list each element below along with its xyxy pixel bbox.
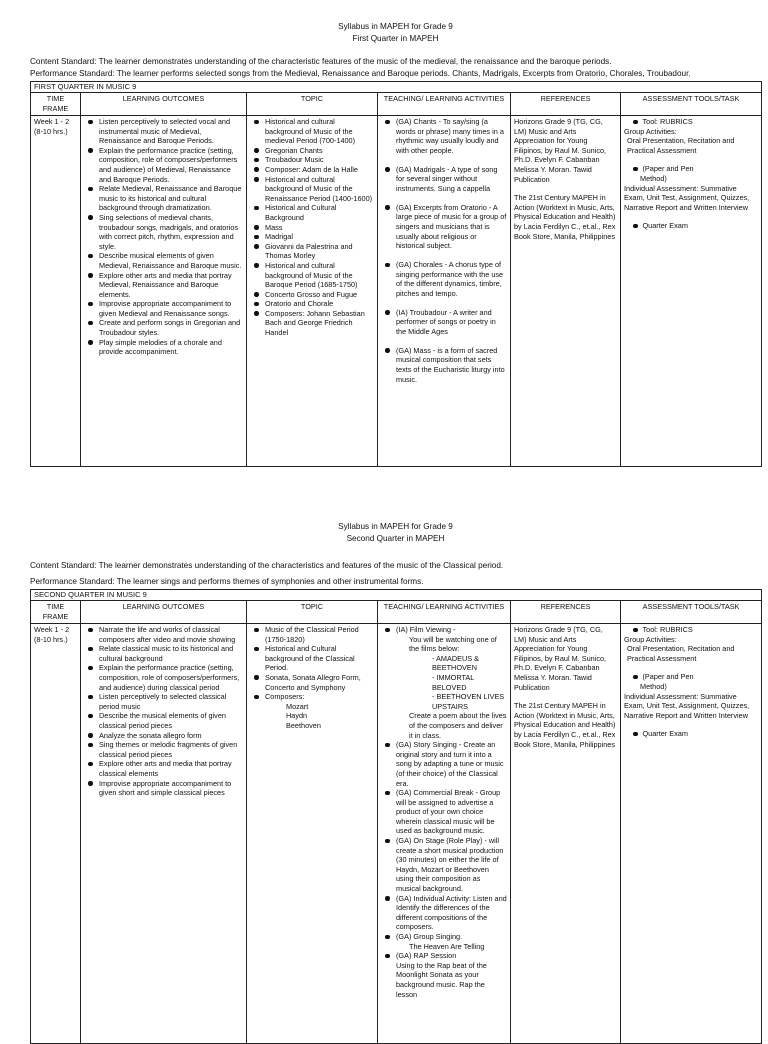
content-standard: Content Standard: The learner demonstrates understanding of the characteristics and features of the music of the Classical period. — [30, 561, 504, 570]
list-item: Historical and cultural background of Music of the Baroque Period (1685-1750) — [265, 261, 374, 290]
list-item: (GA) Excerpts from Oratorio - A large piece of music for a group of singers and musicians that is usually about religious or historical subject. — [396, 202, 507, 251]
list-item: (GA) Madrigals - A type of song for several singer without instruments. Sung a cappella — [396, 165, 507, 194]
header-topic: TOPIC — [247, 601, 378, 624]
header-activities: TEACHING/ LEARNING ACTIVITIES — [378, 93, 511, 116]
second-quarter-section — [30, 521, 761, 1044]
group-singing-song: The Heaven Are Telling — [409, 941, 485, 951]
assessment-cell — [621, 624, 762, 1044]
list-item: (GA) On Stage (Role Play) - will create a short musical production (30 minutes) on either the life of Haydn, Mozart or Beethoven using their composition as musical background. — [396, 836, 507, 894]
performance-standard: Performance Standard: The learner performs selected songs from the Medieval, Renaissance and Baroque periods. Chants, Madrigals, Excerpts from Oratorio, Chorales, Troubadour. — [30, 69, 691, 78]
header-learning-outcomes: LEARNING OUTCOMES — [81, 601, 247, 624]
list-item: Oratorio and Chorale — [265, 299, 374, 309]
list-item: Create and perform songs in Gregorian and Troubadour styles. — [99, 318, 243, 337]
assessment-tool: Tool: RUBRICS — [642, 117, 693, 126]
assessment-quarter-exam: Quarter Exam — [642, 221, 688, 231]
list-item: Concerto Grosso and Fugue — [265, 290, 374, 300]
list-item: (GA) Chants - To say/sing (a words or phrase) many times in a rhythmic way usually loudly and with other people. — [396, 117, 507, 155]
assessment-method: Method) — [640, 173, 667, 183]
list-item: Historical and cultural background of Music of the Renaissance Period (1400-1600) — [265, 174, 373, 203]
header-topic: TOPIC — [247, 93, 378, 116]
quarter-label: SECOND QUARTER IN MUSIC 9 — [31, 590, 762, 601]
header-assessment: ASSESSMENT TOOLS/TASK — [621, 601, 762, 624]
list-item: Narrate the life and works of classical composers after video and movie showing — [99, 625, 243, 644]
header-time-frame: TIME FRAME — [31, 93, 81, 116]
bullet-icon — [633, 675, 638, 680]
list-item: Explore other arts and media that portray Medieval, Renaissance and Baroque elements. — [99, 271, 243, 300]
list-item: Composers: Johann Sebastian Bach and George Friedrich Handel — [265, 309, 374, 338]
outcomes-cell — [81, 116, 247, 467]
topic-cell — [247, 116, 378, 467]
list-item: Play simple melodies of a chorale and provide accompaniment. — [99, 338, 243, 357]
rap-session-title: (GA) RAP Session — [396, 951, 457, 961]
list-item: Sing selections of medieval chants, troubadour songs, madrigals, and oratorios with correct pitch, rhythm, expression and style. — [99, 213, 243, 251]
list-item — [396, 951, 507, 999]
assessment-group-items: Oral Presentation, Recitation and Practical Assessment — [627, 136, 735, 155]
film-title: - IMMORTAL BELOVED — [432, 672, 475, 692]
list-item: Sonata, Sonata Allegro Form, Concerto and Symphony — [265, 673, 374, 692]
list-item: Improvise appropriate accompaniment to given short and simple classical pieces — [99, 779, 243, 798]
list-item: Troubadour Music — [265, 155, 374, 165]
list-item: Historical and Cultural Background — [265, 203, 374, 222]
assessment-tool: Tool: RUBRICS — [642, 625, 693, 634]
composer-name: Beethoven — [286, 720, 321, 730]
list-item: Historical and cultural background of Music of the medieval Period (700-1400) — [265, 117, 374, 146]
syllabus-subtitle: First Quarter in MAPEH — [352, 34, 439, 43]
composer-name: Haydn — [286, 711, 308, 721]
list-item: Mass — [265, 223, 374, 233]
assessment-paper: (Paper and Pen — [642, 672, 694, 682]
header-references: REFERENCES — [511, 93, 621, 116]
bullet-icon — [633, 732, 638, 737]
film-viewing-title: (IA) Film Viewing - — [396, 625, 456, 634]
references-cell — [511, 116, 621, 467]
film-viewing-task: Create a poem about the lives of the composers and deliver it in class. — [409, 711, 507, 740]
list-item: Composers: — [265, 692, 374, 702]
list-item: Listen perceptively to selected vocal and instrumental music of Medieval, Renaissance and Baroque Periods. — [99, 117, 243, 146]
list-item: Describe musical elements of given Medieval, Renaissance and Baroque music. — [99, 251, 242, 270]
header-time-frame: TIME FRAME — [31, 601, 81, 624]
assessment-method: Method) — [640, 681, 667, 691]
header-references: REFERENCES — [511, 601, 621, 624]
list-item: (GA) Chorales - A chorus type of singing performance with the use of the different dynamics, timbre, pitches and tempo. — [396, 260, 507, 298]
assessment-group-label: Group Activities: — [624, 634, 677, 644]
list-item: Improvise appropriate accompaniment to given Medieval and Renaissance songs. — [99, 299, 243, 318]
film-title: - AMADEUS & BEETHOVEN — [432, 653, 480, 673]
list-item: Sing themes or melodic fragments of given classical period pieces — [99, 740, 243, 759]
header-assessment: ASSESSMENT TOOLS/TASK — [621, 93, 762, 116]
list-item: Explore other arts and media that portray classical elements — [99, 759, 243, 778]
bullet-icon — [633, 628, 638, 633]
list-item — [396, 625, 507, 740]
list-item: Explain the performance practice (setting, composition, role of composers/performers, and audience) during classical period — [99, 663, 243, 692]
assessment-quarter-exam: Quarter Exam — [642, 729, 688, 739]
syllabus-title: Syllabus in MAPEH for Grade 9 — [338, 22, 453, 31]
reference-21st-century: The 21st Century MAPEH in Action (Worktext in Music, Arts, Physical Education and Health) by Lacia Ferdilyn C., et.al., Rex Book Store, Manila, Philippines — [514, 701, 616, 749]
syllabus-table — [30, 589, 762, 1044]
assessment-cell — [621, 116, 762, 467]
list-item: Giovanni da Palestrina and Thomas Morley — [265, 242, 374, 261]
list-item: (GA) Story Singing - Create an original story and turn it into a song by adapting a tune or music (of their choice) of the Classical era. — [396, 740, 507, 788]
assessment-paper: (Paper and Pen — [642, 164, 694, 174]
activities-cell — [378, 624, 511, 1044]
syllabus-subtitle: Second Quarter in MAPEH — [346, 534, 445, 543]
bullet-icon — [633, 167, 638, 172]
bullet-icon — [633, 224, 638, 229]
first-quarter-section — [30, 21, 761, 467]
content-standard: Content Standard: The learner demonstrates understanding of the characteristic features of the music of the medieval, the renaissance and the baroque periods. — [30, 57, 612, 66]
time-frame-cell: Week 1 - 2 (8-10 hrs.) — [31, 624, 81, 1044]
reference-horizons: Horizons Grade 9 (TG, CG, LM) Music and Arts Appreciation for Young Filipinos, by Raul M. Sunico, Ph.D. Evelyn F. Cabanban Melissa Y. Moran. Tawid Publication — [514, 625, 607, 692]
performance-standard: Performance Standard: The learner sings and performs themes of symphonies and other instrumental forms. — [30, 577, 424, 586]
list-item: (GA) Individual Activity: Listen and Identify the differences of the different compositions of the composers. — [396, 893, 507, 932]
references-cell — [511, 624, 621, 1044]
assessment-group-label: Group Activities: — [624, 126, 677, 136]
list-item: (GA) Commercial Break - Group will be assigned to advertise a product of your own choice wherein classical music will be used as background music. — [396, 788, 507, 836]
list-item: Madrigal — [265, 232, 374, 242]
film-title: - BEETHOVEN LIVES UPSTAIRS — [432, 692, 505, 711]
rap-session-text: Using to the Rap beat of the Moonlight Sonata as your background music. Rap the lesson — [396, 960, 487, 999]
quarter-label: FIRST QUARTER IN MUSIC 9 — [31, 82, 762, 93]
list-item: Historical and Cultural background of the Classical Period. — [265, 644, 374, 673]
list-item: Relate classical music to its historical and cultural background — [99, 644, 243, 663]
list-item: Gregorian Chants — [265, 146, 374, 156]
list-item: Listen perceptively to selected classical period music — [99, 692, 243, 711]
syllabus-table — [30, 81, 762, 467]
reference-21st-century: The 21st Century MAPEH in Action (Worktext in Music, Arts, Physical Education and Health) by Lacia Ferdilyn C., et.al., Rex Book Store, Manila, Philippines — [514, 193, 616, 241]
composer-name: Mozart — [286, 701, 309, 711]
header-learning-outcomes: LEARNING OUTCOMES — [81, 93, 247, 116]
film-viewing-intro: You will be watching one of the films below: — [409, 634, 497, 654]
list-item — [396, 932, 507, 951]
syllabus-title: Syllabus in MAPEH for Grade 9 — [338, 522, 453, 531]
outcomes-cell — [81, 624, 247, 1044]
list-item: (IA) Troubadour - A writer and performer of songs or poetry in the Middle Ages — [396, 308, 507, 337]
list-item: Composer: Adam de la Halle — [265, 165, 374, 175]
assessment-individual: Individual Assessment: Summative Exam, Unit Test, Assignment, Quizzes, Narrative Report and Written Interview — [624, 691, 750, 720]
time-frame-cell: Week 1 - 2 (8-10 hrs.) — [31, 116, 81, 467]
list-item: Relate Medieval, Renaissance and Baroque music to its historical and cultural background through dramatization. — [99, 184, 242, 213]
list-item: Music of the Classical Period (1750-1820) — [265, 625, 374, 644]
list-item: Analyze the sonata allegro form — [99, 731, 243, 741]
assessment-group-items: Oral Presentation, Recitation and Practical Assessment — [627, 644, 735, 663]
topic-cell — [247, 624, 378, 1044]
activities-cell — [378, 116, 511, 467]
list-item: (GA) Mass - is a form of sacred musical composition that sets texts of the Eucharistic liturgy into music. — [396, 346, 507, 384]
list-item: Describe the musical elements of given classical period pieces — [99, 711, 243, 730]
header-activities: TEACHING/ LEARNING ACTIVITIES — [378, 601, 511, 624]
list-item: Explain the performance practice (setting, composition, role of composers/performers and audience) of Medieval, Renaissance and Baroque Periods. — [99, 146, 243, 184]
reference-horizons: Horizons Grade 9 (TG, CG, LM) Music and Arts Appreciation for Young Filipinos, by Raul M. Sunico, Ph.D. Evelyn F. Cabanban Melissa Y. Moran. Tawid Publication — [514, 117, 607, 184]
assessment-individual: Individual Assessment: Summative Exam, Unit Test, Assignment, Quizzes, Narrative Report and Written Interview — [624, 183, 750, 212]
group-singing-title: (GA) Group Singing. — [396, 932, 463, 941]
bullet-icon — [633, 120, 638, 125]
